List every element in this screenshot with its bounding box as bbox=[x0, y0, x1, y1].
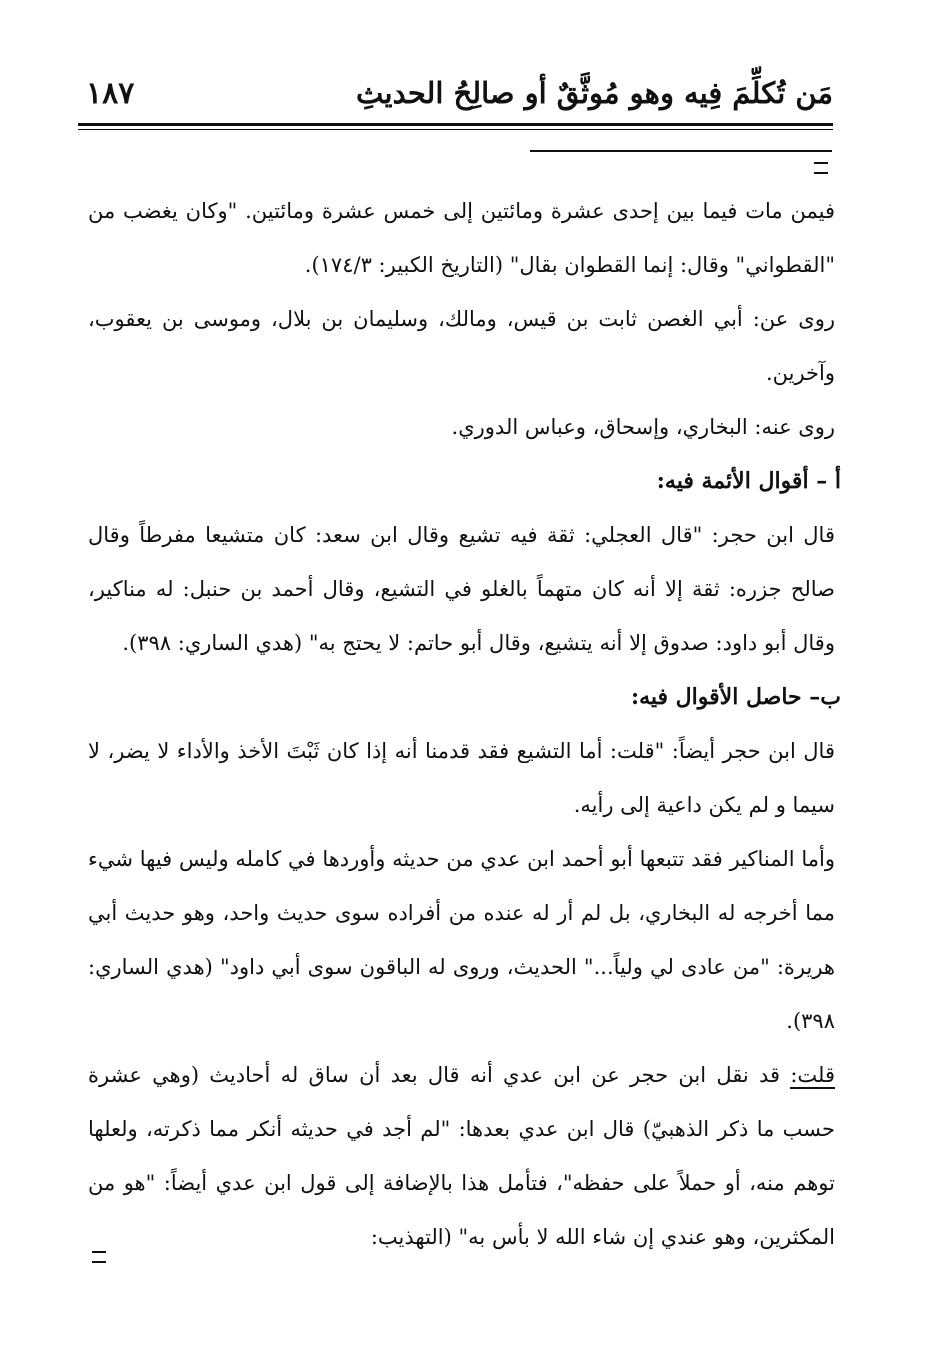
paragraph: فيمن مات فيما بين إحدى عشرة ومائتين إلى خمس عشرة ومائتين. "وكان يغضب من "القطواني" وقال: إنما القطوان بقال" (التاريخ الكبير: ١٧٤/٣). bbox=[88, 199, 835, 277]
note-label: قلت: bbox=[790, 1063, 835, 1087]
running-title: مَن تُكلِّمَ فِيه وهو مُوثَّقٌ أو صالِحُ الحديثِ bbox=[356, 76, 833, 110]
paragraph: قال ابن حجر أيضاً: "قلت: أما التشيع فقد قدمنا أنه إذا كان ثَبْتَ الأخذ والأداء لا يضر، لا سيما و لم يكن داعية إلى رأيه. bbox=[88, 739, 835, 817]
page-number: ١٨٧ bbox=[86, 76, 135, 111]
continuation-mark-bottom bbox=[92, 1251, 106, 1263]
header-rule bbox=[78, 123, 833, 126]
note-text: قد نقل ابن حجر عن ابن عدي أنه قال بعد أن ساق له أحاديث (وهي عشرة حسب ما ذكر الذهبيّ) قال ابن عدي بعدها: "لم أجد في حديثه أنكر مما ذكرته، ولعلها توهم منه، أو حملاً على حفظه"، فتأمل هذا بالإضافة إلى قول ابن عدي أيضاً: "هو من المكثرين، وهو عندي إن شاء الله لا بأس به" (التهذيب: bbox=[88, 1063, 835, 1249]
note-paragraph bbox=[88, 1048, 835, 1264]
continuation-rule bbox=[530, 150, 832, 152]
paragraph: قال ابن حجر: "قال العجلي: ثقة فيه تشيع وقال ابن سعد: كان متشيعا مفرطاً وقال صالح جزره: ثقة إلا أنه كان متهماً بالغلو في التشيع، وقال أحمد بن حنبل: له مناكير، وقال أبو داود: صدوق إلا أنه يتشيع، وقال أبو حاتم: لا يحتج به" (هدي الساري: ٣٩٨). bbox=[88, 523, 835, 655]
section-heading-a: أ – أقوال الأئمة فيه: bbox=[656, 468, 841, 494]
continuation-mark-top bbox=[814, 162, 828, 174]
section-heading-b: ب– حاصل الأقوال فيه: bbox=[630, 684, 841, 710]
paragraph: روى عن: أبي الغصن ثابت بن قيس، ومالك، وسليمان بن بلال، وموسى بن يعقوب، وآخرين. bbox=[88, 307, 835, 385]
body-text bbox=[88, 184, 841, 1264]
page-header bbox=[78, 76, 833, 122]
paragraph: روى عنه: البخاري، وإسحاق، وعباس الدوري. bbox=[451, 415, 835, 439]
header-rule-thin bbox=[78, 129, 833, 130]
paragraph: وأما المناكير فقد تتبعها أبو أحمد ابن عدي من حديثه وأوردها في كامله وليس فيها شيء مما أخرجه له البخاري، بل لم أر له عنده من أفراده سوى حديث واحد، وهو حديث أبي هريرة: "من عادى لي ولياً..." الحديث، وروى له الباقون سوى أبي داود" (هدي الساري: ٣٩٨). bbox=[88, 847, 835, 1033]
